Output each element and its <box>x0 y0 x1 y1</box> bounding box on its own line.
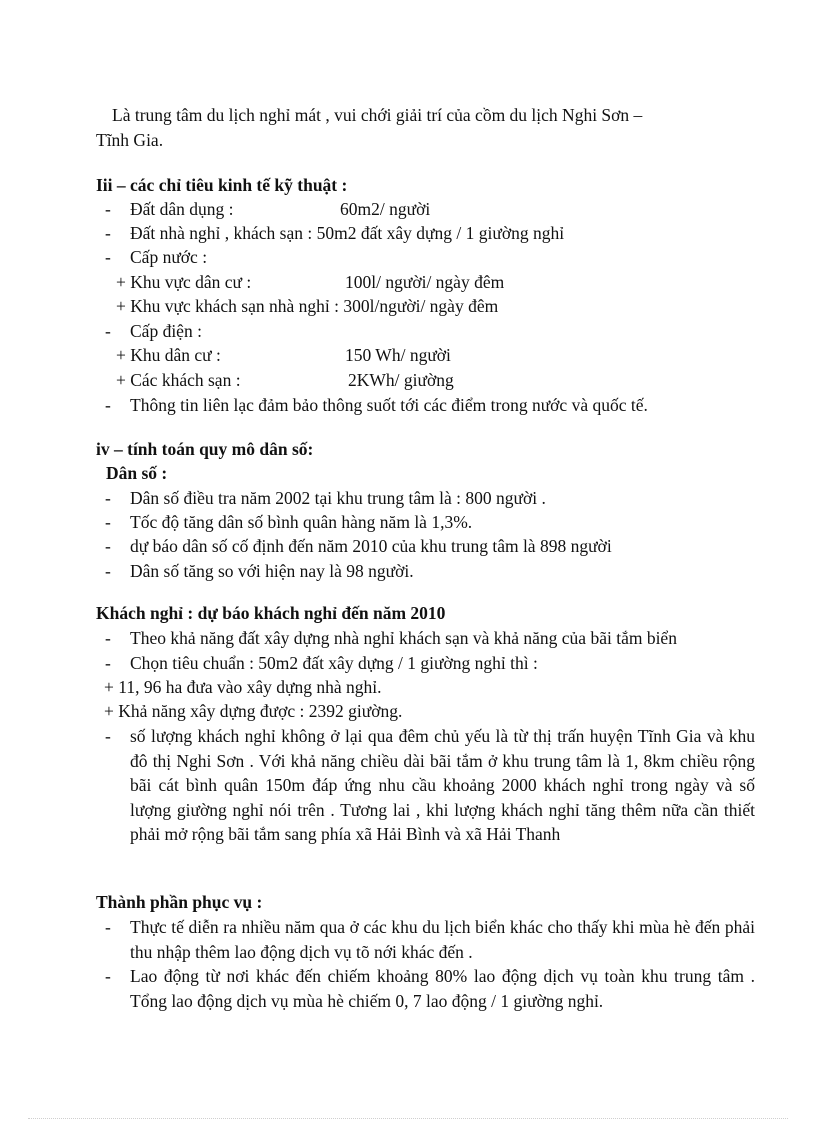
intro-line-1: Là trung tâm du lịch nghỉ mát , vui chới giải trí của cồm du lịch Nghi Sơn – <box>112 105 643 125</box>
population-subheading: Dân số : <box>106 463 168 483</box>
guests-paragraph: số lượng khách nghỉ không ở lại qua đêm chủ yếu là từ thị trấn huyện Tĩnh Gia và khu đô thị Nghi Sơn . Với khả năng chiều dài bãi tắm ở khu trung tâm là 1, 8km chiều rộng bãi cát bình quân 150m đáp ứng nhu cầu khoảng 2000 khách nghỉ trong ngày và số lượng giường nghỉ nói trên . Tương lai , khi lượng khách nghỉ tăng thêm nữa cần thiết phải mở rộng bãi tắm sang phía xã Hải Bình và xã Hải Thanh <box>130 726 755 844</box>
service-paragraph-2: Lao động từ nơi khác đến chiếm khoảng 80% lao động dịch vụ toàn khu trung tâm . Tổng lao động dịch vụ mùa hè chiếm 0, 7 lao động / 1 giường nghỉ. <box>130 966 755 1011</box>
section-4-heading: iv – tính toán quy mô dân số: <box>96 439 314 459</box>
service-heading: Thành phần phục vụ : <box>96 892 263 912</box>
land-residential-value: 60m2/ người <box>340 199 431 219</box>
intro-line-2: Tĩnh Gia. <box>96 130 164 150</box>
guests-item-2: Chọn tiêu chuẩn : 50m2 đất xây dựng / 1 giường nghỉ thì : <box>130 653 538 673</box>
guests-item-1: Theo khả năng đất xây dựng nhà nghỉ khách sạn và khả năng của bãi tắm biển <box>130 628 677 648</box>
population-item: Tốc độ tăng dân số bình quân hàng năm là 1,3%. <box>130 512 473 532</box>
population-item: Dân số tăng so với hiện nay là 98 người. <box>130 561 414 581</box>
section-3-heading: Iii – các chỉ tiêu kinh tế kỹ thuật : <box>96 175 348 195</box>
guests-heading: Khách nghỉ : dự báo khách nghỉ đến năm 2010 <box>96 603 446 623</box>
bullet-dash: - <box>105 199 111 219</box>
page-bottom-divider <box>28 1118 788 1119</box>
power-supply: Cấp điện : <box>130 321 202 341</box>
bullet-dash: - <box>105 223 111 243</box>
bullet-dash: - <box>105 966 111 986</box>
power-hotel-label: + Các khách sạn : <box>116 370 241 390</box>
guests-plus-1: + 11, 96 ha đưa vào xây dựng nhà nghỉ. <box>104 677 382 697</box>
telecom: Thông tin liên lạc đảm bảo thông suốt tới các điểm trong nước và quốc tế. <box>130 395 648 415</box>
bullet-dash: - <box>105 628 111 648</box>
power-residential-value: 150 Wh/ người <box>345 345 451 365</box>
land-residential-label: Đất dân dụng : <box>130 199 234 219</box>
bullet-dash: - <box>105 561 111 581</box>
guests-plus-2: + Khả năng xây dựng được : 2392 giường. <box>104 701 403 721</box>
bullet-dash: - <box>105 321 111 341</box>
bullet-dash: - <box>105 512 111 532</box>
bullet-dash: - <box>105 488 111 508</box>
power-residential-label: + Khu dân cư : <box>116 345 221 365</box>
water-residential-label: + Khu vực dân cư : <box>116 272 252 292</box>
water-hotel: + Khu vực khách sạn nhà nghỉ : 300l/người/ ngày đêm <box>116 296 499 316</box>
water-supply: Cấp nước : <box>130 247 208 267</box>
population-item: Dân số điều tra năm 2002 tại khu trung tâm là : 800 người . <box>130 488 546 508</box>
bullet-dash: - <box>105 536 111 556</box>
bullet-dash: - <box>105 247 111 267</box>
land-hotel: Đất nhà nghỉ , khách sạn : 50m2 đất xây dựng / 1 giường nghỉ <box>130 223 565 243</box>
water-residential-value: 100l/ người/ ngày đêm <box>345 272 505 292</box>
bullet-dash: - <box>105 726 111 746</box>
power-hotel-value: 2KWh/ giường <box>348 370 454 390</box>
service-paragraph-1: Thực tế diễn ra nhiều năm qua ở các khu du lịch biển khác cho thấy khi mùa hè đến phải thu nhập thêm lao động dịch vụ tõ nới khác đến . <box>130 917 755 962</box>
bullet-dash: - <box>105 917 111 937</box>
bullet-dash: - <box>105 653 111 673</box>
population-item: dự báo dân số cố định đến năm 2010 của khu trung tâm là 898 người <box>130 536 612 556</box>
bullet-dash: - <box>105 395 111 415</box>
